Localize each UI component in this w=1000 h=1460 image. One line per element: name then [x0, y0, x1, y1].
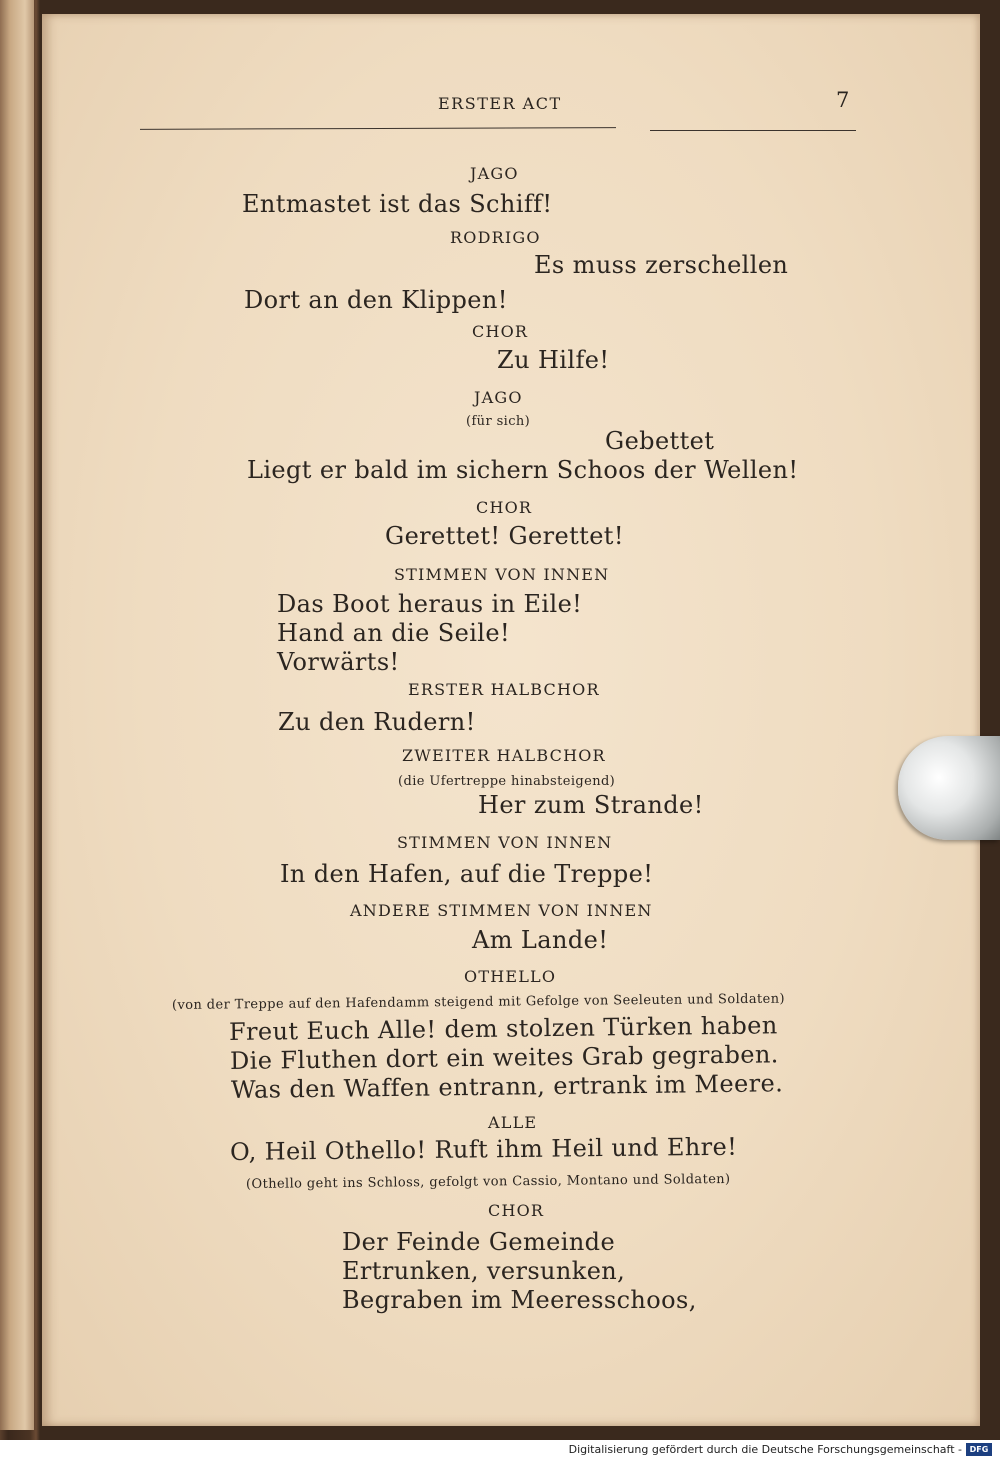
speaker-jago: JAGO [470, 164, 519, 183]
verse-line: Her zum Strande! [478, 791, 704, 819]
speaker-chor: CHOR [488, 1201, 545, 1220]
speaker-zweiter-halbchor: ZWEITER HALBCHOR [402, 746, 606, 765]
speaker-stimmen-von-innen: STIMMEN VON INNEN [394, 565, 610, 584]
verse-line: Das Boot heraus in Eile! [277, 590, 583, 618]
speaker-erster-halbchor: ERSTER HALBCHOR [408, 680, 600, 699]
speaker-chor: CHOR [476, 498, 533, 517]
verse-line: Hand an die Seile! [277, 619, 510, 647]
running-head: ERSTER ACT [438, 94, 562, 113]
speaker-jago: JAGO [474, 388, 523, 407]
speaker-chor: CHOR [472, 322, 529, 341]
header-rule-left [140, 127, 616, 130]
stage-direction: (Othello geht ins Schloss, gefolgt von Cassio, Montano und Soldaten) [245, 1171, 731, 1192]
verse-line: Was den Waffen entrann, ertrank im Meere. [230, 1069, 784, 1104]
header-rule-right [650, 130, 856, 131]
book-page [42, 14, 980, 1426]
verse-line: Vorwärts! [277, 648, 400, 676]
verse-line: Begraben im Meeresschoos, [342, 1286, 697, 1314]
stage-direction: (für sich) [466, 414, 531, 429]
verse-line: Liegt er bald im sichern Schoos der Wellen! [247, 456, 799, 484]
speaker-stimmen-von-innen: STIMMEN VON INNEN [397, 833, 613, 852]
speaker-othello: OTHELLO [464, 967, 557, 986]
verse-line: Zu Hilfe! [497, 346, 610, 374]
dfg-logo: DFG [966, 1443, 992, 1456]
verse-line: Die Fluthen dort ein weites Grab gegraben. [229, 1040, 779, 1075]
verse-line: Der Feinde Gemeinde [342, 1228, 616, 1256]
speaker-andere-stimmen: ANDERE STIMMEN VON INNEN [350, 901, 653, 920]
verse-line: In den Hafen, auf die Treppe! [280, 860, 654, 888]
page-number: 7 [836, 88, 850, 112]
page-clip [898, 736, 1000, 840]
verse-line: Freut Euch Alle! dem stolzen Türken haben [228, 1011, 778, 1046]
verse-line: Am Lande! [472, 926, 609, 954]
speaker-rodrigo: RODRIGO [450, 228, 541, 247]
left-page-edge [0, 0, 34, 1430]
verse-line: Ertrunken, versunken, [342, 1257, 626, 1285]
verse-line: Entmastet ist das Schiff! [242, 190, 553, 218]
stage-direction: (von der Treppe auf den Hafendamm steigend mit Gefolge von Seeleuten und Soldaten) [171, 991, 786, 1013]
speaker-alle: ALLE [488, 1113, 538, 1132]
footer-bar [0, 1440, 1000, 1460]
digitization-credit: Digitalisierung gefördert durch die Deutsche Forschungsgemeinschaft - [568, 1443, 962, 1456]
verse-line: Gebettet [605, 427, 715, 455]
verse-line: O, Heil Othello! Ruft ihm Heil und Ehre! [229, 1132, 738, 1166]
verse-line: Gerettet! Gerettet! [385, 522, 624, 550]
verse-line: Dort an den Klippen! [244, 286, 508, 314]
verse-line: Es muss zerschellen [534, 251, 789, 279]
stage-direction: (die Ufertreppe hinabsteigend) [398, 774, 616, 789]
verse-line: Zu den Rudern! [278, 708, 476, 736]
